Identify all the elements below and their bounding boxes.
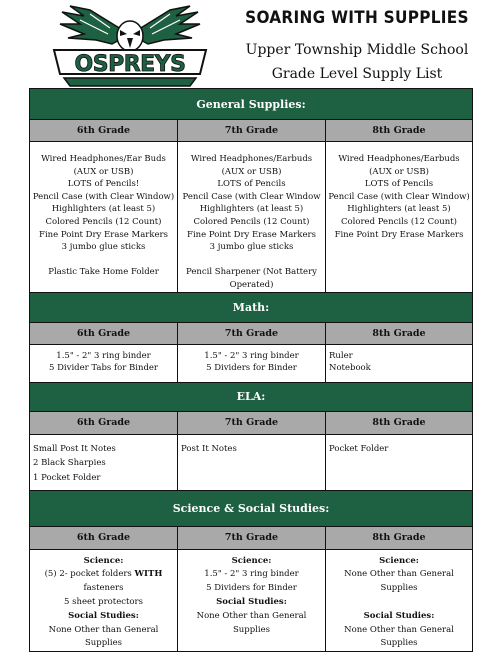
science-label: Science: (83, 555, 124, 566)
science-6th-cell (30, 549, 178, 652)
school-name: Upper Township Middle School (245, 42, 469, 58)
list-item: (AUX or USB) (73, 166, 134, 177)
grade-header-6: 6th Grade (30, 526, 178, 549)
spacer (326, 596, 472, 610)
social-studies-label: Social Studies: (363, 610, 435, 621)
list-item: 5 Dividers for Binder (206, 363, 297, 374)
list-item-text: fasteners (83, 583, 124, 594)
list-item: None Other than General Supplies (344, 569, 454, 594)
list-item: None Other than General Supplies (48, 624, 159, 649)
ela-6th-cell (30, 434, 178, 490)
grade-header-8: 8th Grade (326, 526, 473, 549)
section-science-header: Science & Social Studies: (30, 490, 473, 526)
emphasis-text: WITH (134, 569, 163, 580)
list-item: Highlighters (at least 5) (199, 204, 304, 215)
list-item: 3 jumbo glue sticks (209, 242, 294, 253)
section-math-header: Math: (30, 292, 473, 322)
list-item: Plastic Take Home Folder (48, 267, 159, 278)
list-item: Pencil Sharpener (Not Battery (186, 267, 317, 278)
list-item: 2 Black Sharpies (33, 458, 106, 469)
general-8th-cell (326, 142, 473, 293)
general-6th-cell (30, 142, 178, 293)
list-item: LOTS of Pencils (364, 179, 434, 190)
social-studies-label: Social Studies: (216, 596, 287, 607)
list-item: Pocket Folder (329, 443, 389, 454)
list-item: 5 sheet protectors (64, 596, 143, 607)
grade-header-6: 6th Grade (30, 322, 178, 344)
science-label: Science: (231, 555, 272, 566)
science-7th-cell (178, 549, 326, 652)
list-item: 1.5" - 2" 3 ring binder (204, 569, 299, 580)
list-item: 1.5" - 2" 3 ring binder (204, 350, 299, 361)
general-7th-cell (178, 142, 326, 293)
list-item (178, 254, 325, 267)
list-item: (AUX or USB) (221, 166, 282, 177)
list-item: Wired Headphones/Earbuds (190, 154, 313, 164)
math-8th-cell (326, 344, 473, 382)
list-item: Post It Notes (181, 443, 237, 454)
ela-8th-cell (326, 434, 473, 490)
grade-header-8: 8th Grade (326, 120, 473, 142)
list-item (30, 254, 177, 267)
science-8th-cell (326, 549, 473, 652)
list-item: 1.5" - 2" 3 ring binder (56, 350, 151, 361)
page-title: SOARING WITH SUPPLIES (245, 8, 469, 28)
list-item: 5 Dividers for Binder (206, 583, 297, 594)
list-item: Highlighters (at least 5) (51, 204, 156, 215)
math-7th-cell (178, 344, 326, 382)
list-item: LOTS of Pencils! (67, 179, 140, 190)
section-general-header: General Supplies: (30, 89, 473, 120)
list-item: None Other than General Supplies (196, 610, 307, 635)
list-item: 5 Divider Tabs for Binder (49, 363, 158, 374)
logo-text: OSPREYS (74, 52, 186, 77)
list-item: 3 jumbo glue sticks (61, 242, 146, 253)
grade-header-6: 6th Grade (30, 120, 178, 142)
list-item: Wired Headphones/Ear Buds (41, 154, 166, 164)
list-item: Highlighters (at least 5) (347, 204, 451, 215)
list-item: Fine Point Dry Erase Markers (39, 229, 168, 240)
list-item: Operated) (229, 279, 274, 290)
list-item: Colored Pencils (12 Count) (45, 216, 162, 227)
list-item: Ruler (329, 350, 353, 361)
ela-7th-cell (178, 434, 326, 490)
list-item: 1 Pocket Folder (33, 472, 101, 483)
list-item: None Other than General Supplies (344, 624, 454, 649)
grade-header-7: 7th Grade (178, 322, 326, 344)
list-item: Fine Point Dry Erase Markers (187, 229, 316, 240)
section-ela-header: ELA: (30, 382, 473, 411)
grade-header-7: 7th Grade (178, 411, 326, 434)
list-item: Pencil Case (with Clear Window (182, 191, 321, 202)
list-item: Pencil Case (with Clear Window) (32, 191, 175, 202)
list-item (30, 568, 177, 596)
list-item-text: (5) 2- pocket folders (44, 569, 135, 580)
list-item: Colored Pencils (12 Count) (341, 216, 457, 227)
list-item: LOTS of Pencils (217, 179, 286, 190)
grade-header-8: 8th Grade (326, 322, 473, 344)
grade-header-7: 7th Grade (178, 526, 326, 549)
list-item: Wired Headphones/Earbuds (338, 154, 460, 164)
list-item: (AUX or USB) (369, 166, 429, 177)
supply-table (29, 88, 473, 652)
list-item: Pencil Case (with Clear Window) (328, 191, 470, 202)
list-item: Colored Pencils (12 Count) (193, 216, 310, 227)
list-item: Fine Point Dry Erase Markers (334, 229, 464, 240)
grade-header-6: 6th Grade (30, 411, 178, 434)
math-6th-cell (30, 344, 178, 382)
grade-header-8: 8th Grade (326, 411, 473, 434)
list-item: Notebook (329, 363, 371, 374)
science-label: Science: (379, 555, 419, 566)
ospreys-logo (50, 4, 210, 90)
list-item: Small Post It Notes (33, 443, 116, 454)
grade-header-7: 7th Grade (178, 120, 326, 142)
social-studies-label: Social Studies: (68, 610, 139, 621)
page-subtitle: Grade Level Supply List (271, 66, 443, 82)
